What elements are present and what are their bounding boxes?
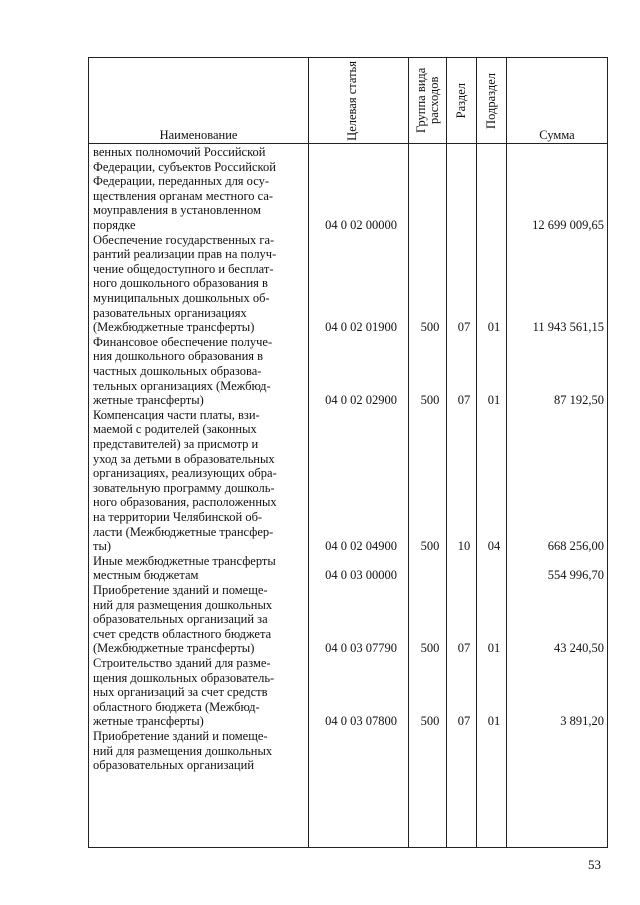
header-name: Наименование — [89, 58, 309, 144]
row-name-line: Компенсация части платы, взи- — [93, 407, 260, 422]
row-sum: 668 256,00 — [547, 539, 604, 554]
row-sum: 43 240,50 — [554, 641, 604, 656]
row-name-line: Обеспечение государственных га- — [93, 232, 275, 247]
row-code: 04 0 03 00000 — [325, 568, 397, 583]
row-code: 04 0 03 07790 — [325, 641, 397, 656]
table-row — [89, 145, 608, 233]
row-sum: 87 192,50 — [554, 393, 604, 408]
row-name — [93, 554, 305, 583]
row-name-line: порядке — [93, 217, 136, 232]
row-group: 500 — [420, 539, 440, 554]
row-name-line: уход за детьми в образовательных — [93, 451, 275, 466]
row-name-line: ний для размещения дошкольных — [93, 743, 273, 758]
row-sum: 12 699 009,65 — [532, 218, 604, 232]
row-name-line: частных дошкольных образова- — [93, 363, 262, 378]
row-name-line: Иные межбюджетные трансферты — [93, 553, 276, 568]
row-name-line: разовательных организациях — [93, 305, 247, 320]
row-name-line: рантий реализации прав на получ- — [93, 247, 277, 262]
row-name-line: муниципальных дошкольных об- — [93, 290, 270, 305]
row-name-line: Строительство зданий для разме- — [93, 656, 271, 670]
table-row — [89, 408, 608, 554]
table-row — [89, 583, 608, 656]
row-name-line: венных полномочий Российской — [93, 145, 266, 159]
row-name-line: Приобретение зданий и помеще- — [93, 583, 268, 597]
row-name-line: моуправления в установленном — [93, 203, 261, 218]
row-section: 07 — [457, 714, 471, 729]
header-section: Раздел — [447, 58, 477, 144]
row-section: 07 — [457, 320, 471, 335]
table-body — [89, 144, 608, 848]
row-name — [93, 583, 305, 656]
row-name — [93, 335, 305, 408]
row-name-line: счет средств областного бюджета — [93, 626, 272, 641]
row-name-line: ласти (Межбюджетные трансфер- — [93, 524, 274, 539]
row-name — [93, 408, 305, 554]
row-name-line: местным бюджетам — [93, 568, 199, 583]
row-subsection: 01 — [487, 320, 501, 335]
row-name-line: щения дошкольных образователь- — [93, 670, 275, 685]
table-header-row — [89, 58, 608, 144]
row-name-line: ний для размещения дошкольных — [93, 597, 273, 612]
row-sum: 11 943 561,15 — [532, 320, 604, 335]
row-name-line: образовательных организаций — [93, 758, 255, 773]
row-name-line: Финансовое обеспечение получе- — [93, 334, 273, 349]
row-name-line: областного бюджета (Межбюд- — [93, 699, 260, 714]
row-subsection: 01 — [487, 714, 501, 729]
header-subsection: Подраздел — [477, 58, 507, 144]
row-name-line: (Межбюджетные трансферты) — [93, 641, 255, 656]
row-name-line: образовательных организаций за — [93, 612, 268, 627]
row-subsection: 01 — [487, 641, 501, 656]
row-name-line: ния дошкольного образования в — [93, 349, 264, 364]
row-name-line: жетные трансферты) — [93, 714, 204, 729]
budget-table — [88, 57, 608, 848]
row-subsection: 04 — [487, 539, 501, 554]
row-name-line: чение общедоступного и бесплат- — [93, 261, 274, 276]
row-name-line: ты) — [93, 539, 112, 554]
row-code: 04 0 02 00000 — [325, 218, 397, 232]
row-name-line: на территории Челябинской об- — [93, 509, 263, 524]
row-section: 07 — [457, 641, 471, 656]
row-name-line: (Межбюджетные трансферты) — [93, 320, 255, 335]
row-sum: 3 891,20 — [560, 714, 604, 729]
row-name-line: жетные трансферты) — [93, 393, 204, 408]
row-sum: 554 996,70 — [547, 568, 604, 583]
row-group: 500 — [420, 641, 440, 656]
page-number: 53 — [588, 857, 601, 872]
header-group: Группа вида расходов — [409, 58, 447, 144]
row-name — [93, 656, 305, 729]
table-row — [89, 554, 608, 583]
row-name-line: маемой с родителей (законных — [93, 422, 257, 437]
row-section: 07 — [457, 393, 471, 408]
row-code: 04 0 02 01900 — [325, 320, 397, 335]
row-name-line: зовательную программу дошколь- — [93, 480, 275, 495]
row-name-line: организациях, реализующих обра- — [93, 466, 277, 481]
row-group: 500 — [420, 714, 440, 729]
header-sum: Сумма — [507, 58, 608, 144]
row-code: 04 0 02 04900 — [325, 539, 397, 554]
row-name-line: Приобретение зданий и помеще- — [93, 729, 268, 743]
row-name — [93, 145, 305, 233]
row-name-line: Федерации, субъектов Российской — [93, 159, 276, 174]
table-row — [89, 729, 608, 773]
row-name-line: ных организаций за счет средств — [93, 685, 268, 700]
row-name-line: ного образования, расположенных — [93, 495, 277, 510]
row-group: 500 — [420, 320, 440, 335]
table-row — [89, 656, 608, 729]
row-name-line: Федерации, переданных для осу- — [93, 174, 270, 189]
row-name-line: тельных организациях (Межбюд- — [93, 378, 271, 393]
row-section: 10 — [457, 539, 471, 554]
row-name — [93, 233, 305, 335]
row-name-line: ного дошкольного образования в — [93, 276, 268, 291]
row-group: 500 — [420, 393, 440, 408]
row-code: 04 0 03 07800 — [325, 714, 397, 729]
row-subsection: 01 — [487, 393, 501, 408]
header-target: Целевая статья — [309, 58, 409, 144]
row-name-line: ществления органам местного са- — [93, 188, 274, 203]
row-name — [93, 729, 305, 773]
row-name-line: представителей) за присмотр и — [93, 436, 259, 451]
table-row — [89, 335, 608, 408]
row-code: 04 0 02 02900 — [325, 393, 397, 408]
table-row — [89, 233, 608, 335]
